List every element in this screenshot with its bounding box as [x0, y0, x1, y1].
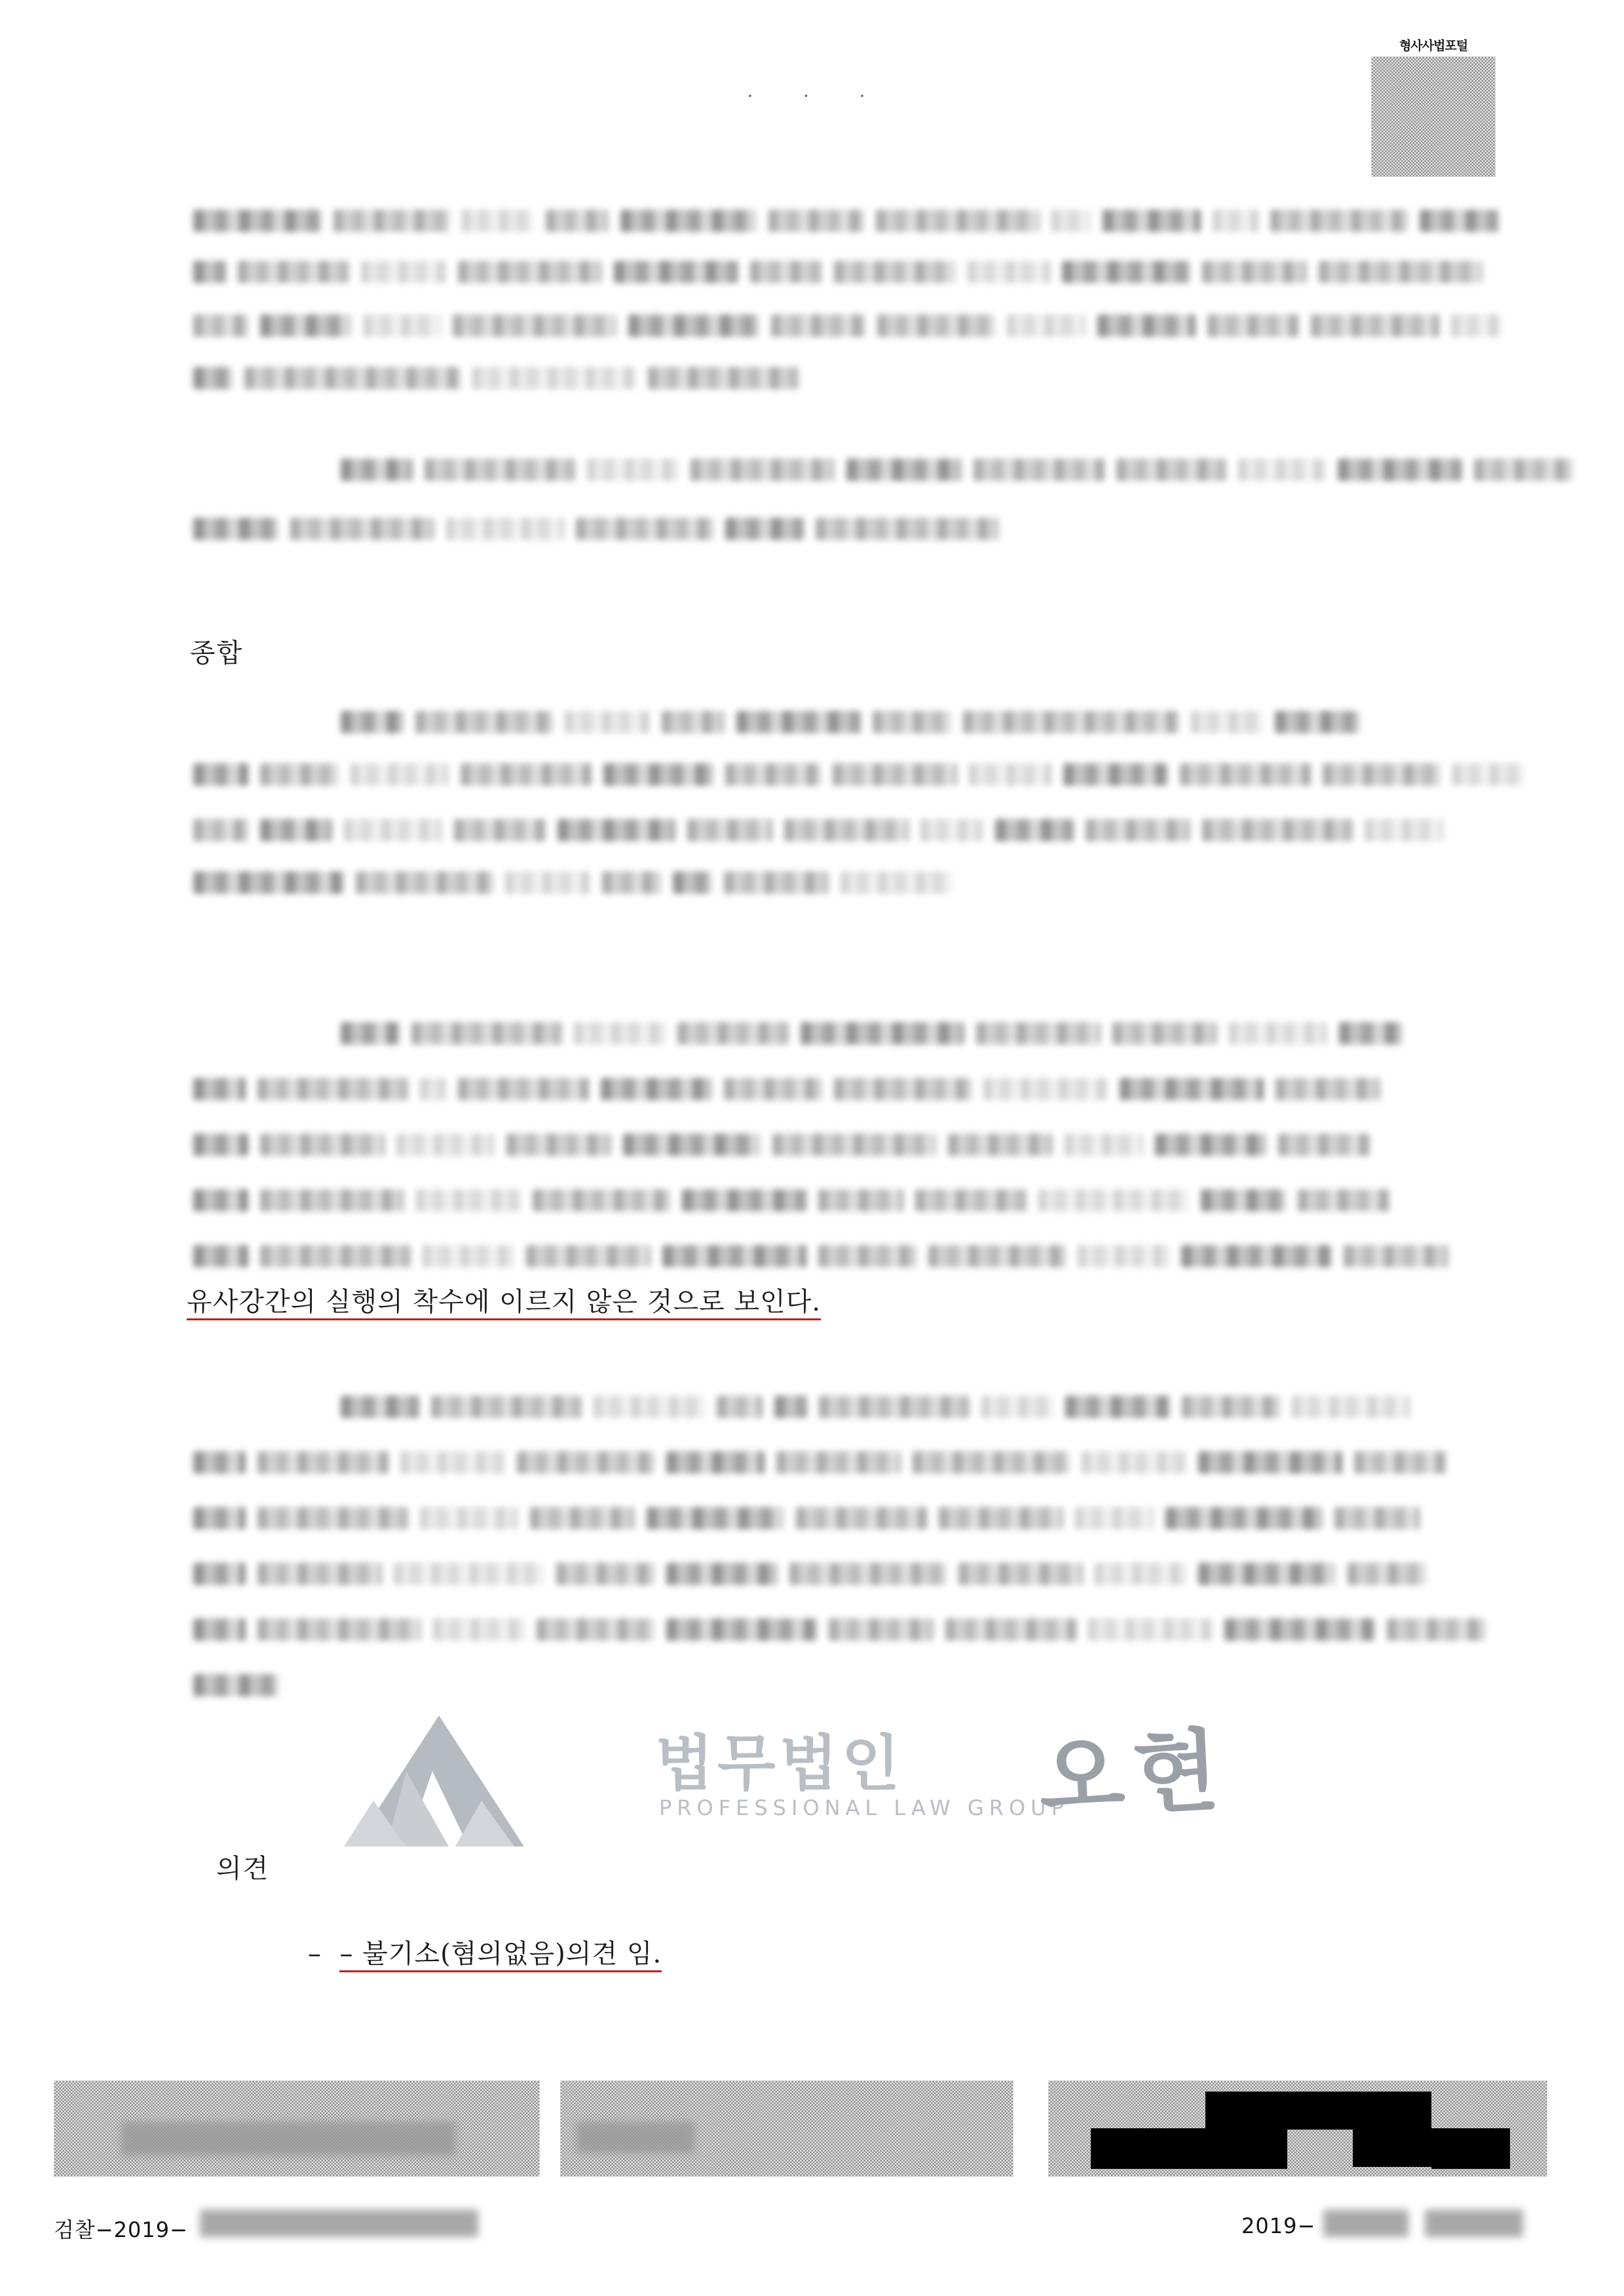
redacted-text-line: [193, 819, 1443, 841]
law-firm-watermark: [308, 1697, 1310, 1867]
opinion-dash: –: [308, 1939, 340, 1969]
conclusion-sentence: [187, 1281, 821, 1318]
redacted-text-line: [193, 1078, 1380, 1100]
footer-barcode-right-mark: [1205, 2092, 1356, 2130]
footer-case-number-right-redaction: [1323, 2210, 1408, 2237]
opinion-value-text: – 불기소(혐의없음)의견 임.: [339, 1939, 662, 1972]
redacted-text-line: [193, 871, 952, 894]
footer-barcode-right-mark: [1353, 2092, 1431, 2167]
stamp-label: 형사사법포털: [1399, 39, 1468, 53]
redacted-text-line: [341, 1396, 1410, 1418]
redacted-text-line: [341, 1022, 1402, 1044]
section-heading-summary: 종합: [190, 638, 244, 668]
watermark-firm-script-name: 오현: [1036, 1717, 1231, 1831]
redacted-text-line: [341, 711, 1360, 733]
redacted-text-line: [193, 763, 1524, 786]
footer-case-number-right-redaction: [1425, 2210, 1523, 2237]
redacted-text-line: [193, 210, 1498, 232]
redacted-text-line: [193, 261, 1482, 283]
stamp-qr-noise: [1371, 56, 1496, 177]
conclusion-sentence-text: 유사강간의 실행의 착수에 이르지 않은 것으로 보인다.: [187, 1287, 821, 1320]
footer-barcode-left-redaction: [121, 2122, 455, 2156]
opinion-value: [308, 1933, 662, 1970]
footer-barcode-middle-redaction: [576, 2122, 694, 2153]
top-tick-marks: · · ·: [747, 85, 888, 107]
redacted-text-line: [341, 459, 1572, 481]
redacted-text-line: [193, 367, 799, 389]
footer-case-number-left-text: 검찰−2019−: [54, 2217, 188, 2242]
footer-barcode-right-mark: [1091, 2128, 1287, 2169]
footer-barcode-right-mark: [1431, 2128, 1510, 2169]
redacted-text-line: [193, 1507, 1420, 1529]
footer-case-number-right-text: 2019−: [1241, 2213, 1316, 2238]
criminal-justice-portal-stamp: [1371, 36, 1496, 177]
watermark-firm-name: 법무법인: [655, 1729, 904, 1799]
redacted-text-line: [193, 315, 1501, 337]
redacted-text-line: [193, 1134, 1370, 1156]
redacted-text-line: [193, 1674, 278, 1696]
redacted-text-line: [193, 1245, 1448, 1267]
section-heading-opinion: 의견: [216, 1854, 270, 1884]
redacted-text-line: [193, 1451, 1446, 1474]
redacted-text-line: [193, 1563, 1426, 1585]
redacted-text-line: [193, 518, 999, 540]
redacted-text-line: [193, 1618, 1485, 1641]
redacted-text-line: [193, 1189, 1389, 1212]
footer-case-number-left: [54, 2213, 188, 2244]
pyramid-logo-icon: [308, 1709, 583, 1866]
footer-case-number-right: [1241, 2213, 1315, 2238]
watermark-firm-subtitle: PROFESSIONAL LAW GROUP: [659, 1795, 1069, 1820]
footer-case-number-left-redaction: [200, 2210, 478, 2237]
